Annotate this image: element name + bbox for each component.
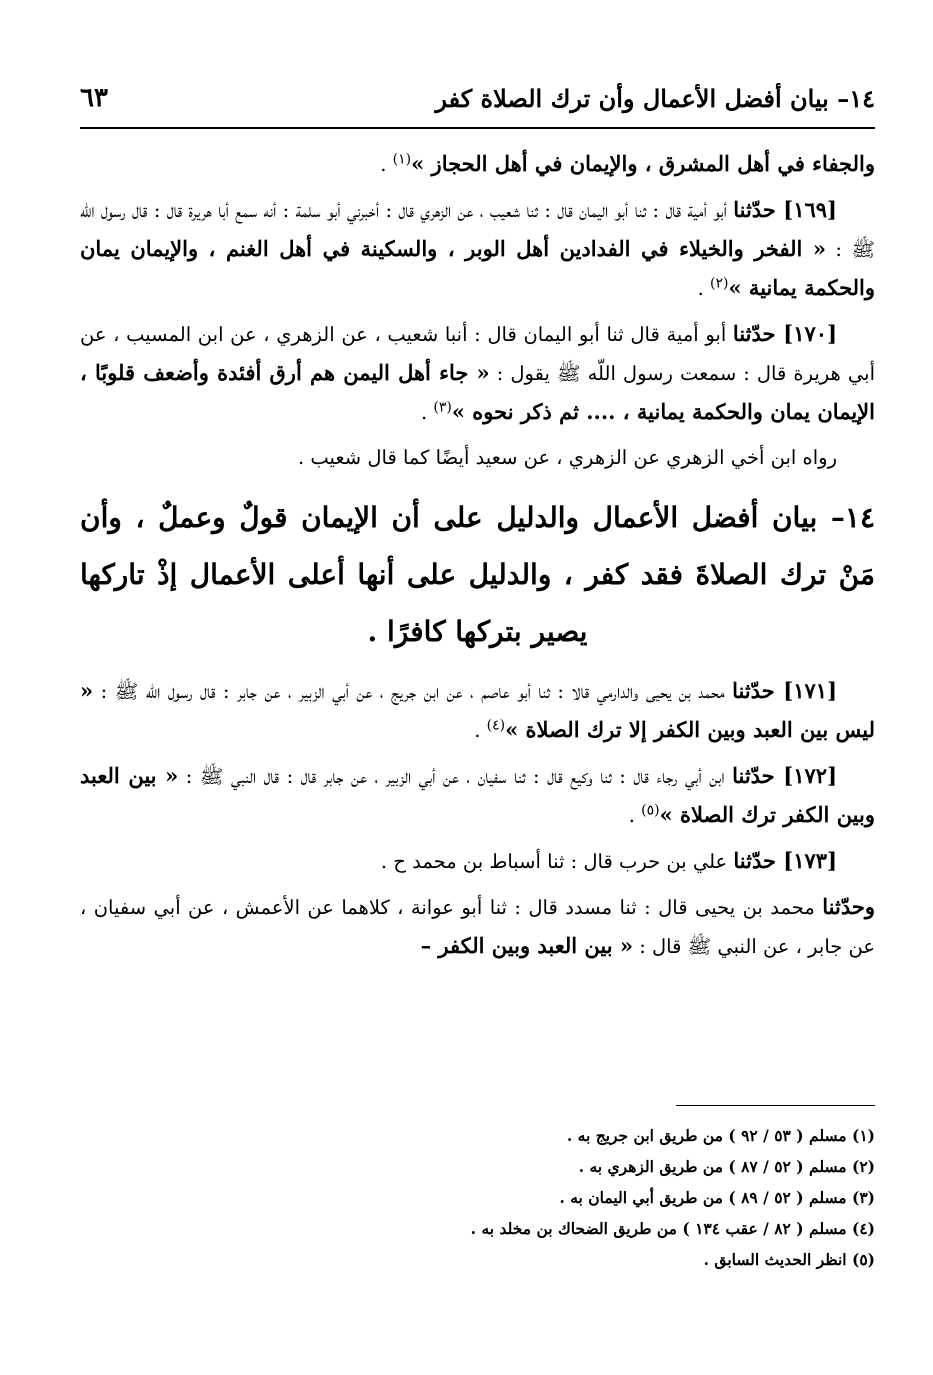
page-header <box>80 78 875 118</box>
header-rule <box>80 127 875 129</box>
text: . <box>420 401 434 424</box>
hadith-text: « بين العبد وبين الكفر – <box>420 933 634 958</box>
narration-note: رواه ابن أخي الزهري عن الزهري ، عن سعيد أيضًا كما قال شعيب . <box>297 446 837 469</box>
hadith-171 <box>80 672 875 750</box>
isnad: علي بن حرب قال : ثنا أسباط بن محمد ح . <box>380 850 734 873</box>
hadith-number: [١٦٩] حدّثنا <box>733 197 837 222</box>
chapter-heading: ١٤– بيان أفضل الأعمال والدليل على أن الإيمان قولٌ وعملٌ ، وأن مَنْ ترك الصلاةَ فقد كفر ، والدليل على أنها أعلى الأعمال إذْ تاركها يصير بتركها كافرًا . <box>80 501 875 648</box>
hadith-number: [١٧١] حدّثنا <box>732 678 837 703</box>
footnotes <box>80 1120 875 1275</box>
footnote-separator <box>676 1105 875 1106</box>
hadith-173 <box>80 842 875 881</box>
running-title: ١٤– بيان أفضل الأعمال وأن ترك الصلاة كفر <box>435 83 875 113</box>
footnote-1: (١) مسلم ( ٥٣ / ٩٢ ) من طريق ابن جريج به . <box>566 1126 875 1145</box>
isnad: أبو أمية قال : ثنا أبو اليمان قال : ثنا شعيب ، عن الزهري قال : أخبرني أبو سلمة : أنه سمع أبا هريرة قال : قال رسول اللّه ﷺ : <box>80 199 875 261</box>
text: . <box>697 277 711 300</box>
hadith-number: [١٧٢] حدّثنا <box>732 763 837 788</box>
isnad: أبو أمية قال ثنا أبو اليمان قال : أنبا شعيب ، عن الزهري ، عن ابن المسيب ، عن أبي هريرة قال : سمعت رسول اللّه ﷺ يقول : <box>80 323 875 385</box>
main-text <box>80 145 875 973</box>
footnote-ref: (١) <box>392 151 412 168</box>
text: . <box>380 153 393 176</box>
hadith-173-continued <box>80 888 875 966</box>
footnote-ref: (٣) <box>433 399 452 416</box>
hadith-number: [١٧٠] حدّثنا <box>732 321 837 346</box>
paragraph-continued <box>80 145 875 184</box>
footnote-5: (٥) انظر الحديث السابق . <box>703 1250 875 1269</box>
hadith-text: « جاء أهل اليمن هم أرق أفئدة وأضعف قلوبًا ، الإيمان يمان والحكمة يمانية ، .... ثم ذكر نحوه » <box>80 360 875 424</box>
page-number: ٦٣ <box>80 83 108 113</box>
footnote-ref: (٢) <box>710 275 729 292</box>
hadith-text: « الفخر والخيلاء في الفدادين أهل الوبر ، والسكينة في أهل الغنم ، والإيمان يمان والحكمة يمانية » <box>80 236 875 300</box>
hadith-169 <box>80 191 875 308</box>
text: . <box>628 804 642 827</box>
hadith-text: « بين العبد وبين الكفر ترك الصلاة » <box>80 763 875 827</box>
hadith-170 <box>80 315 875 432</box>
footnote-ref: (٥) <box>641 802 660 819</box>
footnote-ref: (٤) <box>486 717 506 734</box>
hadith-number: [١٧٣] حدّثنا <box>733 848 837 873</box>
hadith-text: والجفاء في أهل المشرق ، والإيمان في أهل الحجاز » <box>411 151 875 176</box>
isnad: محمد بن يحيى قال : ثنا مسدد قال : ثنا أبو عوانة ، كلاهما عن الأعمش ، عن أبي سفيان ، عن جابر ، عن النبي ﷺ قال : <box>80 896 875 958</box>
isnad: ابن أبي رجاء قال : ثنا وكيع قال : ثنا سفيان ، عن أبي الزبير ، عن جابر قال : قال النبي ﷺ : <box>178 765 733 788</box>
footnote-2: (٢) مسلم ( ٥٢ / ٨٧ ) من طريق الزهري به . <box>578 1157 875 1176</box>
hadith-text: « ليس بين العبد وبين الكفر إلا ترك الصلاة » <box>80 678 875 742</box>
footnote-4: (٤) مسلم ( ٨٢ / عقب ١٣٤ ) من طريق الضحاك بن مخلد به . <box>470 1219 875 1238</box>
hadith-172 <box>80 757 875 835</box>
isnad: محمد بن يحيى والدارمي قالا : ثنا أبو عاصم ، عن ابن جريج ، عن أبي الزبير ، عن جابر : قال رسول اللّه ﷺ : <box>93 680 733 703</box>
hadith-opening: وحدّثنا <box>822 894 875 919</box>
footnote-3: (٣) مسلم ( ٥٢ / ٨٩ ) من طريق أبي اليمان به . <box>559 1188 875 1207</box>
text: . <box>474 719 487 742</box>
